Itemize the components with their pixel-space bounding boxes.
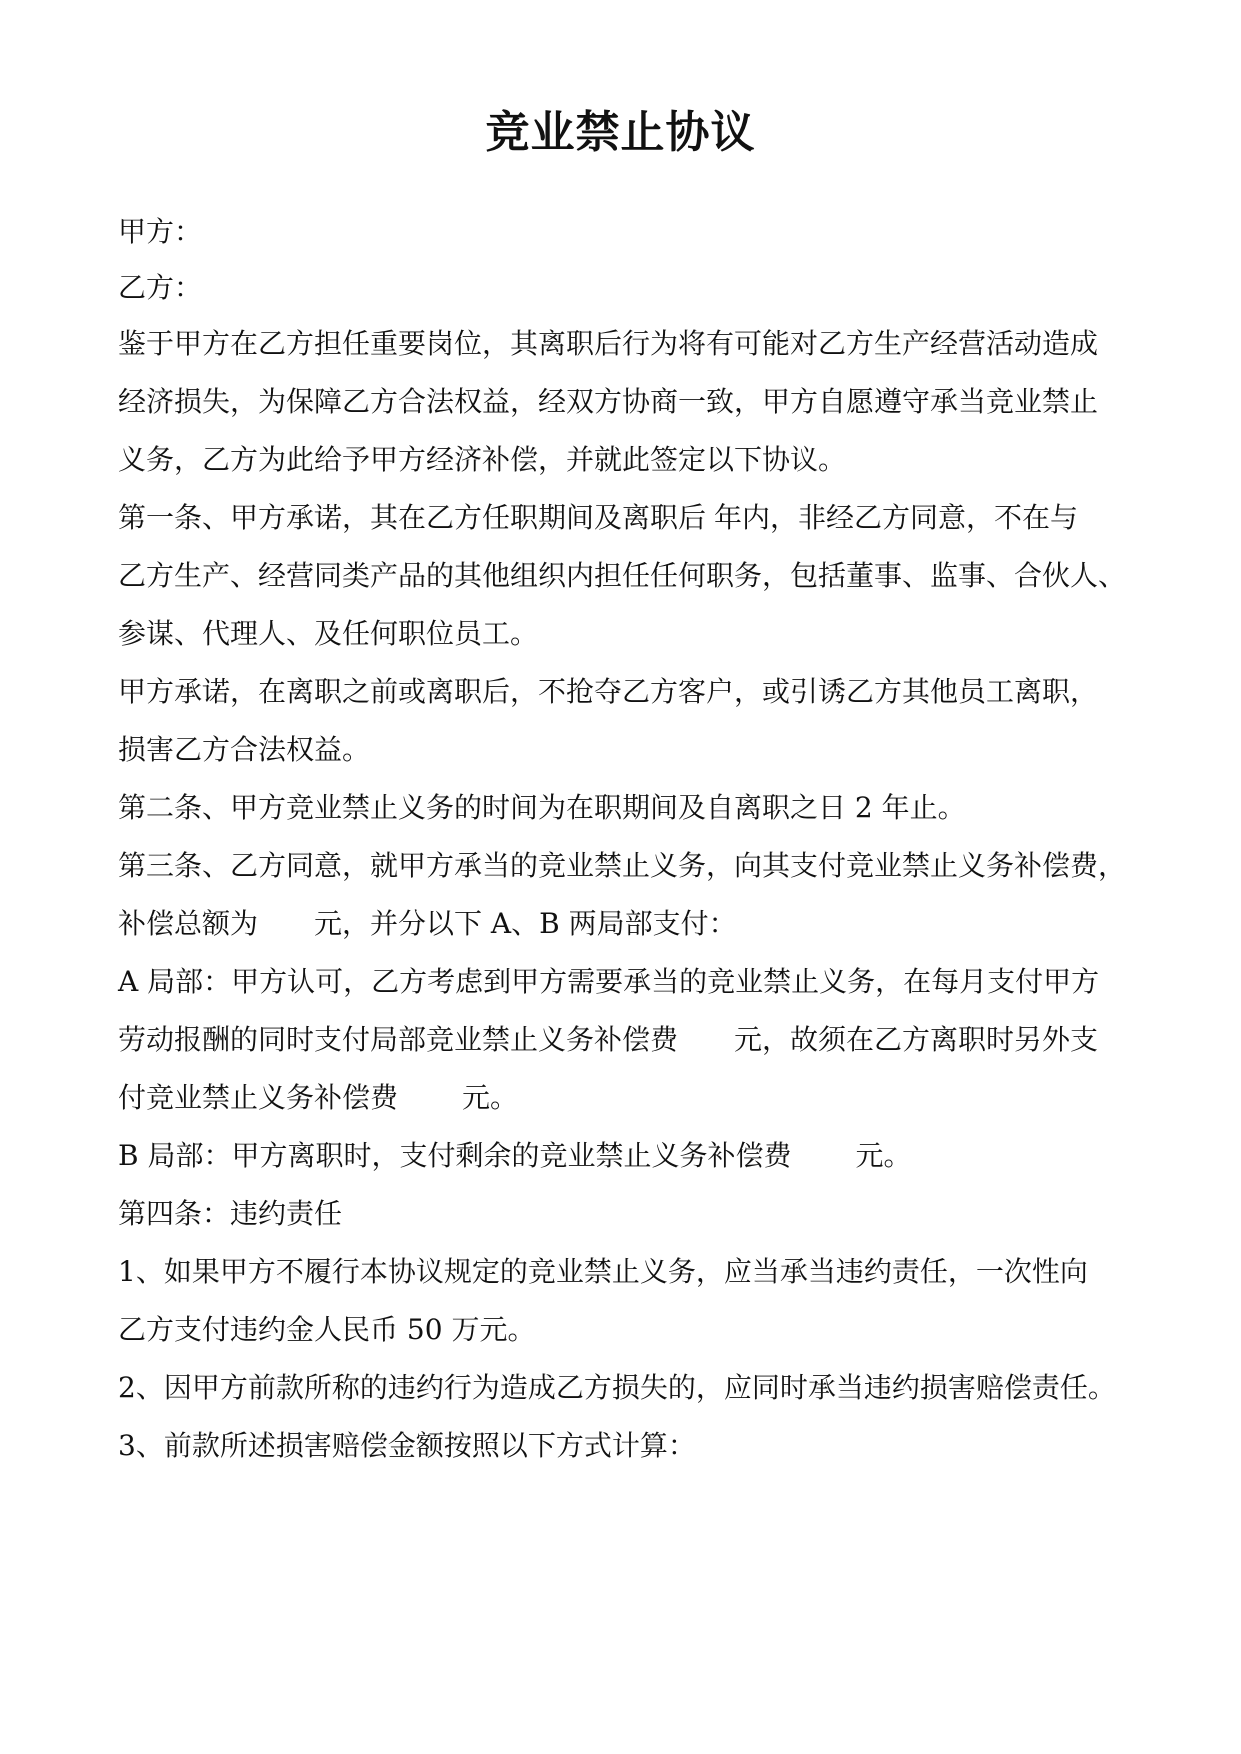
article-2-line (118, 788, 1138, 828)
party-a-line (118, 212, 1138, 252)
penalty-amount-value: 50 (406, 1313, 443, 1346)
part-a-text-3b: 元。 (462, 1081, 519, 1114)
preamble-line-3 (118, 440, 1138, 480)
commitment-line-1 (118, 672, 1138, 712)
preamble-text-3: 义务，乙方为此给予甲方经济补偿，并就此签定以下协议。 (118, 443, 847, 476)
preamble-text-2: 经济损失，为保障乙方合法权益，经双方协商一致，甲方自愿遵守承当竞业禁止 (118, 385, 1099, 418)
preamble-text-1: 鉴于甲方在乙方担任重要岗位，其离职后行为将有可能对乙方生产经营活动造成 (118, 327, 1099, 360)
article-1-line-1 (118, 498, 1138, 538)
document-title: 竞业禁止协议 (485, 107, 756, 158)
clause-3-line (118, 1426, 1138, 1466)
clause-1-line-1 (118, 1252, 1138, 1292)
part-a-text-3a: 付竞业禁止义务补偿费 (118, 1081, 399, 1114)
part-b-line (118, 1136, 1138, 1176)
article-3-line-1 (118, 846, 1138, 886)
clause-1-text-1: 1、如果甲方不履行本协议规定的竞业禁止义务，应当承当违约责任，一次性向 (118, 1255, 1088, 1288)
commitment-line-2 (118, 730, 1138, 770)
clause-3-text: 3、前款所述损害赔偿金额按照以下方式计算： (118, 1429, 696, 1462)
clause-1-text-2b: 万元。 (451, 1313, 536, 1346)
part-b-text-b: 元。 (855, 1139, 912, 1172)
part-a-text-2b: 元，故须在乙方离职时另外支 (734, 1023, 1099, 1056)
part-a-text-2a: 劳动报酬的同时支付局部竞业禁止义务补偿费 (118, 1023, 679, 1056)
article-1-line-2 (118, 556, 1138, 596)
article-2-years-value: 2 (854, 791, 873, 824)
part-a-line-2 (118, 1020, 1138, 1060)
article-1-text-1a: 第一条、甲方承诺，其在乙方任职期间及离职后 (118, 501, 707, 534)
article-1-text-2: 乙方生产、经营同类产品的其他组织内担任任何职务，包括董事、监事、合伙人、 (118, 559, 1127, 592)
clause-1-line-2 (118, 1310, 1138, 1350)
clause-2-text: 2、因甲方前款所称的违约行为造成乙方损失的，应同时承当违约损害赔偿责任。 (118, 1371, 1116, 1404)
part-a-line-3 (118, 1078, 1138, 1118)
article-1-line-3 (118, 614, 1138, 654)
article-1-text-1b: 年内，非经乙方同意，不在与 (714, 501, 1079, 534)
party-b-label: 乙方： (118, 271, 203, 304)
part-a-text-1: A 局部：甲方认可，乙方考虑到甲方需要承当的竞业禁止义务，在每月支付甲方 (118, 965, 1100, 998)
preamble-line-2 (118, 382, 1138, 422)
article-1-text-3: 参谋、代理人、及任何职位员工。 (118, 617, 539, 650)
clause-2-line (118, 1368, 1138, 1408)
article-3-text-2b: 元，并分以下 A、B 两局部支付： (314, 907, 737, 940)
article-4-heading-text: 第四条：违约责任 (118, 1197, 343, 1230)
part-a-line-1 (118, 962, 1138, 1002)
article-3-text-1: 第三条、乙方同意，就甲方承当的竞业禁止义务，向其支付竞业禁止义务补偿费， (118, 849, 1127, 882)
commitment-text-2: 损害乙方合法权益。 (118, 733, 371, 766)
party-a-label: 甲方： (118, 215, 203, 248)
article-2-text-b: 年止。 (881, 791, 966, 824)
article-4-heading (118, 1194, 1138, 1234)
clause-1-text-2a: 乙方支付违约金人民币 (118, 1313, 399, 1346)
article-3-text-2a: 补偿总额为 (118, 907, 259, 940)
party-b-line (118, 268, 1138, 308)
article-2-text-a: 第二条、甲方竞业禁止义务的时间为在职期间及自离职之日 (118, 791, 847, 824)
commitment-text-1: 甲方承诺，在离职之前或离职后，不抢夺乙方客户，或引诱乙方其他员工离职， (118, 675, 1099, 708)
part-b-text-a: B 局部：甲方离职时，支付剩余的竞业禁止义务补偿费 (118, 1139, 792, 1172)
article-3-line-2 (118, 904, 1138, 944)
preamble-line-1 (118, 324, 1138, 364)
